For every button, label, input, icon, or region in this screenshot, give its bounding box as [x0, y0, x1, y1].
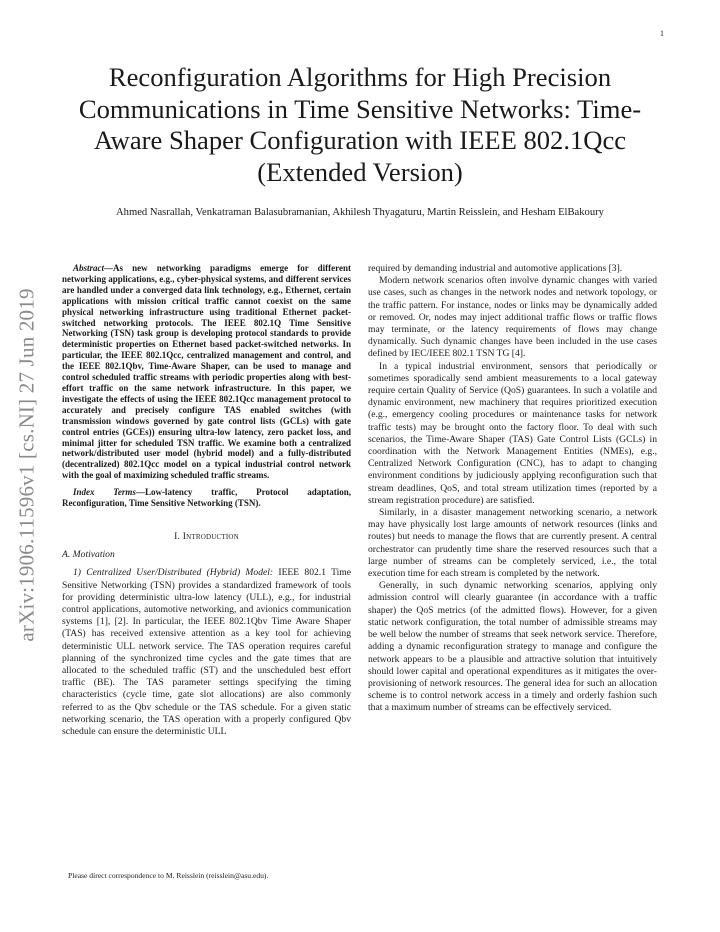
author-list: Ahmed Nasrallah, Venkatraman Balasubramanian, Akhilesh Thyagaturu, Martin Reisslein, and Hesham ElBakoury: [116, 207, 604, 218]
footnote: Please direct correspondence to M. Reisslein (reisslein@asu.edu).: [68, 871, 269, 880]
paragraph-text: IEEE 802.1 Time Sensitive Networking (TSN) provides a standardized framework of tools for providing deterministic ultra-low latency (ULL), e.g., for industrial control applications, automotive networking, and avionics communication systems [1], [2]. In particular, the IEEE 802.1Qbv Time Aware Shaper (TAS) has received extensive attention as a key tool for achieving deterministic ULL network service. The TAS operation requires careful planning of the synchronized time cycles and the gate times that are allocated to the scheduled traffic (ST) and the unscheduled best effort traffic (BE). The TAS parameter settings specifying the timing characteristics (cycle time, gate slot allocations) are also commonly referred to as the Qbv schedule or the TAS schedule. For a given static networking scenario, the TAS operation with a properly configured Qbv schedule can ensure the deterministic ULL: [62, 567, 351, 737]
body-paragraph: Modern network scenarios often involve dynamic changes with varied use cases, such as changes in the network nodes and network topology, or the traffic pattern. For instance, nodes or links may be dynamically added or removed. Or, nodes may inject additional traffic flows or traffic flows may terminate, or the latency requirements of flows may change dynamically. Such dynamic changes have been included in the use cases defined by IEC/IEEE 802.1 TSN TG [4].: [368, 275, 657, 360]
arxiv-stamp: [14, 255, 40, 675]
arxiv-stamp-text: arXiv:1906.11596v1 [cs.NI] 27 Jun 2019: [14, 288, 39, 642]
body-paragraph: Generally, in such dynamic networking scenarios, applying only admission control will clearly guarantee (in accordance with a traffic shaper) the QoS metrics (of the admitted flows). However, for a given static network configuration, the total number of admissible streams may be well below the number of streams that seek network service. Therefore, adding a dynamic reconfiguration strategy to manage and configure the network appears to be a plausible and attractive solution that intuitively should lower capital and operational expenditures as it mitigates the over-provisioning of network resources. The general idea for such an allocation scheme is to control network access in a timely and orderly fashion such that a maximum number of streams can be effectively serviced.: [368, 580, 657, 714]
abstract: [62, 263, 351, 481]
abstract-text: —As new networking paradigms emerge for different networking applications, e.g., cyber-physical systems, and different services are handled under a converged data link technology, e.g., Ethernet, certain applications with mission critical traffic cannot coexist on the same physical networking infrastructure using traditional Ethernet packet-switched networking protocols. The IEEE 802.1Q Time Sensitive Networking (TSN) task group is developing protocol standards to provide deterministic properties on Ethernet based packet-switched networks. In particular, the IEEE 802.1Qcc, centralized management and control, and the IEEE 802.1Qbv, Time-Aware Shaper, can be used to manage and control scheduled traffic streams with periodic properties along with best-effort traffic on the same network infrastructure. In this paper, we investigate the effects of using the IEEE 802.1Qcc management protocol to accurately and precisely configure TAS enabled switches (with transmission windows governed by gate control lists (GCLs) with gate control entries (GCEs)) ensuring ultra-low latency, zero packet loss, and minimal jitter for scheduled TSN traffic. We examine both a centralized network/distributed user model (hybrid model) and a fully-distributed (decentralized) 802.1Qcc model on a typical industrial control network with the goal of maximizing scheduled traffic streams.: [62, 263, 351, 481]
section-heading: I. Introduction: [174, 530, 239, 542]
page-number: 1: [660, 29, 664, 38]
right-column: [368, 263, 657, 715]
body-paragraph: In a typical industrial environment, sensors that periodically or sometimes sporadically send ambient measurements to a local gateway require certain Quality of Service (QoS) guarantees. In such a volatile and dynamic environment, new machinery that requires prioritized execution (e.g., emergency cooling procedures or maintenance tasks for network traffic tests) may be brought onto the factory floor. To deal with such scenarios, the Time-Aware Shaper (TAS) Gate Control Lists (GCLs) in coordination with the Network Management Entities (NMEs), e.g., Centralized Network Configuration (CNC), has to adapt to changing environment conditions by judiciously applying reconfiguration such that stream deadlines, QoS, and total stream utilization times (reported by a stream registration procedure) are satisfied.: [368, 360, 657, 506]
index-terms: [62, 487, 351, 509]
body-paragraph: required by demanding industrial and automotive applications [3].: [368, 263, 623, 274]
abstract-label: Abstract: [73, 263, 105, 273]
paragraph-heading: 1) Centralized User/Distributed (Hybrid) Model:: [73, 567, 274, 579]
body-paragraph: Similarly, in a disaster management networking scenario, a network may have physically lost large amounts of network resources (links and routes) but needs to manage the flows that are currently present. A central orchestrator can prudently time share the reserved resources such that a large number of streams can be completely serviced, i.e., the total execution time for each stream is completed by the network.: [368, 507, 657, 580]
index-terms-label: Index Terms: [73, 487, 136, 498]
index-terms-text: —Low-latency traffic, Protocol adaptation, Reconfiguration, Time Sensitive Networking (TSN).: [62, 487, 351, 509]
left-column: [62, 263, 351, 738]
paper-title: Reconfiguration Algorithms for High Precision Communications in Time Sensitive Networks: Time-Aware Shaper Configuration with IEEE 802.1Qcc (Extended Version): [78, 62, 642, 187]
subsection-heading: A. Motivation: [62, 549, 115, 561]
body-paragraph: [62, 567, 351, 738]
